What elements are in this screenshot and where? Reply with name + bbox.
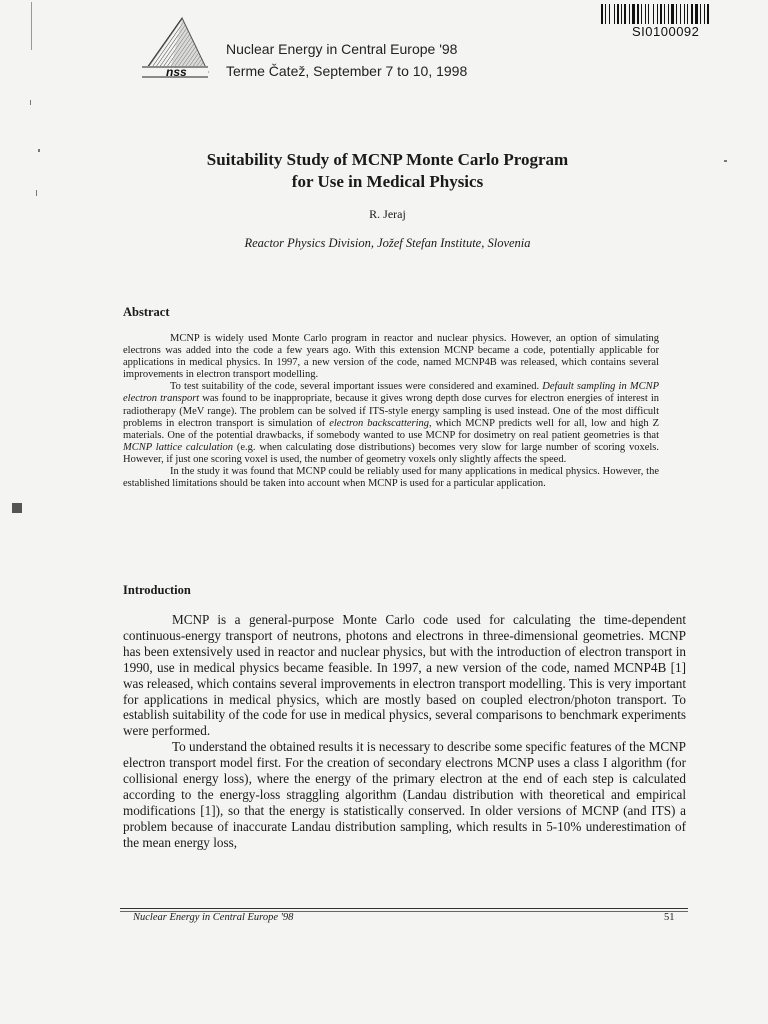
conference-name: Nuclear Energy in Central Europe '98 <box>226 41 458 57</box>
logo-text: nss <box>166 65 187 79</box>
nss-logo <box>140 16 210 82</box>
barcode-bar <box>609 4 610 24</box>
barcode-bar <box>645 4 646 24</box>
introduction-heading: Introduction <box>123 583 191 597</box>
barcode-bar <box>695 4 698 24</box>
conference-info <box>226 38 467 82</box>
scan-mark <box>12 503 22 513</box>
abstract-paragraph: In the study it was found that MCNP could be reliably used for many applications in medical physics. However, the established limitations should be taken into account when MCNP is used for a particular application. <box>123 466 659 490</box>
barcode-bar <box>680 4 681 24</box>
barcode-bar <box>671 4 674 24</box>
barcode-bar <box>691 4 693 24</box>
barcode-bar <box>624 4 626 24</box>
paper-title <box>120 149 655 193</box>
abstract-body <box>123 333 659 490</box>
footer-rule <box>120 908 688 909</box>
barcode-bar <box>660 4 662 24</box>
scan-mark <box>30 100 31 105</box>
barcode-bar <box>601 4 603 24</box>
introduction-paragraph: To understand the obtained results it is necessary to describe some specific features of the MCNP electron transport model first. For the creation of secondary electrons MCNP uses a class I algorithm (for collisional energy loss), where the energy of the primary electron at the end of each step is calculated according to the energy-loss straggling algorithm (Landau distribution with theoretical and empirical modifications [1]), so that the energy is statistically conserved. In older versions of MCNP (and ITS) a problem because of inaccurate Landau distribution sampling, which results in 5-10% underestimation of the mean energy loss, <box>123 739 686 850</box>
barcode-bar <box>676 4 677 24</box>
author: R. Jeraj <box>369 207 406 221</box>
barcode-bar <box>657 4 658 24</box>
document-id: SI0100092 <box>632 24 700 39</box>
barcode-bar <box>605 4 606 24</box>
introduction-paragraph: MCNP is a general-purpose Monte Carlo code used for calculating the time-dependent continuous-energy transport of neutrons, photons and electrons in three-dimensional geometries. MCNP has been extensively used in reactor and nuclear physics, but with the introduction of electron transport in 1990, use in medical physics became feasible. In 1997, a new version of the code, named MCNP4B [1] was released, which contains several improvements in electron transport modelling. This is very important for applications in medical physics, which are mostly based on coupled electron/photon transport. To establish suitability of the code for use in medical physics, several comparisons to benchmark experiments were performed. <box>123 612 686 739</box>
barcode-bar <box>687 4 688 24</box>
conference-venue-date: Terme Čatež, September 7 to 10, 1998 <box>226 63 468 79</box>
barcode-bar <box>617 4 619 24</box>
scan-mark <box>36 190 37 196</box>
barcode-bar <box>700 4 701 24</box>
scan-mark <box>38 149 40 152</box>
abstract-paragraph: MCNP is widely used Monte Carlo program in reactor and nuclear physics. However, an option of simulating electrons was added into the code a few years ago. With this extension MCNP became a code, potentially applicable for applications in medical physics. In 1997, a new version of the code, named MCNP4B was released, which contains several improvements in electron transport modelling. <box>123 333 659 381</box>
barcode-bar <box>653 4 654 24</box>
scan-mark <box>31 2 32 50</box>
introduction-body <box>123 612 686 851</box>
barcode-bar <box>614 4 615 24</box>
title-line-1: Suitability Study of MCNP Monte Carlo Program <box>206 150 569 169</box>
barcode-bar <box>632 4 635 24</box>
affiliation: Reactor Physics Division, Jožef Stefan Institute, Slovenia <box>244 236 531 250</box>
barcode-bar <box>707 4 709 24</box>
barcode-bar <box>704 4 705 24</box>
barcode-bar <box>641 4 642 24</box>
barcode-bar <box>621 4 622 24</box>
abstract-heading: Abstract <box>123 305 170 319</box>
barcode-bar <box>684 4 685 24</box>
barcode-bar <box>668 4 669 24</box>
footer-journal: Nuclear Energy in Central Europe '98 <box>133 912 294 923</box>
page-number: 51 <box>664 912 675 923</box>
title-line-2: for Use in Medical Physics <box>291 172 484 191</box>
barcode-bar <box>664 4 665 24</box>
barcode-bar <box>648 4 649 24</box>
scan-mark <box>724 160 727 162</box>
barcode-bar <box>629 4 630 24</box>
barcode-graphic <box>601 4 739 24</box>
abstract-paragraph: To test suitability of the code, several important issues were considered and examined. Default sampling in MCNP electron transport was found to be inappropriate, because it gives wrong depth dose curves for electron energies of interest in radiotherapy (MeV range). The problem can be solved if ITS-style energy sampling is used instead. One of the most difficult problems in electron transport is simulation of electron backscattering, which MCNP predicts well for all, low and high Z materials. One of the potential drawbacks, if somebody wanted to use MCNP for dosimetry on real patient geometries is that MCNP lattice calculation (e.g. when calculating dose distributions) becomes very slow for large number of scoring voxels. However, if just one scoring voxel is used, the number of geometry voxels only slightly affects the speed. <box>123 381 660 465</box>
barcode-bar <box>637 4 639 24</box>
